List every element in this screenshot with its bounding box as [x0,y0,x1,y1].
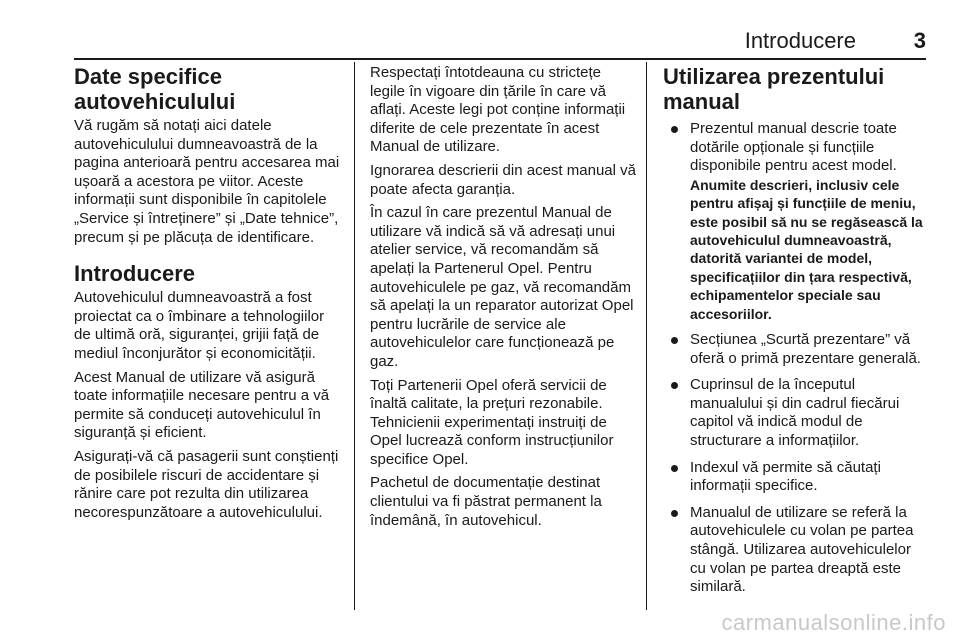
list-item-bold-note: Anumite descrieri, inclusiv cele pentru afișaj și funcțiile de meniu, este posibil să nu se regăsească la autovehiculul dumneavoastră, datorită variantei de model, specificațiilor din țara respectivă, echipamentelor speciale sau accesoriilor. [690,176,923,322]
paragraph: Acest Manual de utilizare vă asigură toate informațiile necesare pentru a vă permite să conduceți autovehiculul în siguranță și eficient. [74,368,330,442]
bullet-icon [671,382,678,389]
column-divider-1 [354,62,355,610]
column-1 [74,64,340,527]
heading-introduction: Introducere [74,261,196,287]
column-3 [663,64,929,605]
section-title: Introducere [744,28,856,53]
paragraph: Vă rugăm să notați aici datele autovehiculului dumneavoastră de la pagina anterioară pentru accesarea mai ușoară a acestora pe viitor. Aceste informații sunt disponibile în capitolele „Service și întreținere” și „Date tehnice”, precum și pe plăcuța de identificare. [74,117,340,246]
list-item-text: Cuprinsul de la începutul manualului și din cadrul fiecărui capitol vă indică modul de structurare a informațiilor. [690,376,900,449]
list-item [663,504,929,597]
header-rule [74,58,926,60]
column-divider-2 [646,62,647,610]
list-item-text: Secțiunea „Scurtă prezentare” vă oferă o primă prezentare generală. [690,331,921,367]
page-header [74,26,926,56]
list-item-text: Manualul de utilizare se referă la autovehiculele cu volan pe partea stângă. Utilizarea autovehiculelor cu volan pe partea dreaptă este similară. [690,503,914,596]
paragraph: Asigurați-vă că pasagerii sunt conștienți de posibilele riscuri de accidentare și rănire care pot rezulta din utilizarea necorespunzătoare a autovehiculului. [74,447,339,521]
bullet-icon [671,510,678,517]
paragraph: Pachetul de documentație destinat clientului va fi păstrat permanent la îndemână, în autovehicul. [370,474,602,529]
column-2 [370,64,636,535]
bullet-list [663,120,929,597]
paragraph: Ignorarea descrierii din acest manual vă poate afecta garanția. [370,161,636,198]
paragraph: În cazul în care prezentul Manual de utilizare vă indică să vă adresați unui atelier service, vă recomandăm să apelați la Partenerul Opel. Pentru autovehiculele pe gaz, vă recomandăm să apelați la un reparator autorizat Opel pentru lucrările de service ale autovehiculelor care funcționează pe gaz. [370,204,634,370]
bullet-icon [671,337,678,344]
page-number: 3 [913,28,926,53]
list-item [663,459,929,496]
list-item [663,376,929,450]
list-item-text: Prezentul manual descrie toate dotările opționale și funcțiile disponibile pentru acest model. [690,120,897,175]
paragraph: Autovehiculul dumneavoastră a fost proiectat ca o îmbinare a tehnologiilor de ultimă oră, siguranței, grijii față de mediul înconjurător și economicității. [74,289,325,362]
bullet-icon [671,465,678,472]
heading-using-manual: Utilizarea prezentului manual [663,64,885,114]
list-item [663,120,929,323]
paragraph: Respectați întotdeauna cu strictețe legile în vigoare din țările în care vă aflați. Aceste legi pot conține informații diferite de cele prezentate în acest Manual de utilizare. [370,64,626,156]
list-item [663,331,929,368]
heading-vehicle-data: Date specifice autovehiculului [74,64,236,114]
watermark: carmanualsonline.info [721,610,946,635]
list-item-text: Indexul vă permite să căutați informații specifice. [690,458,881,495]
paragraph: Toți Partenerii Opel oferă servicii de înaltă calitate, la prețuri rezonabile. Tehnicienii experimentați instruiți de Opel lucrează conform instrucțiunilor specifice Opel. [370,376,614,468]
bullet-icon [671,126,678,133]
